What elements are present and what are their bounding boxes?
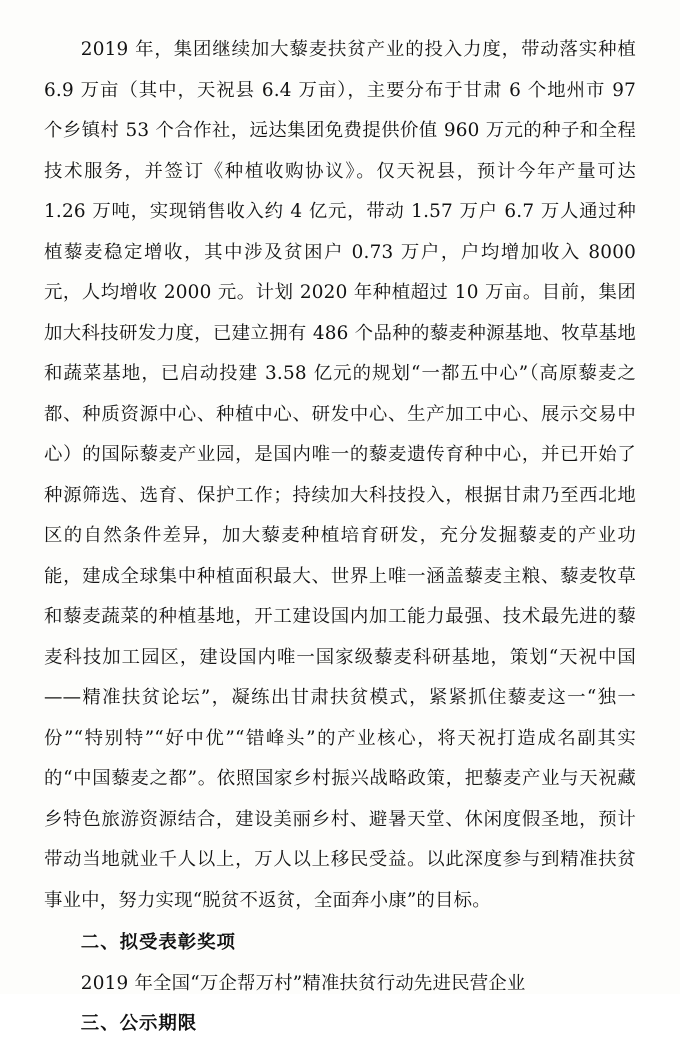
section-heading-three: 三、公示期限 xyxy=(80,1013,198,1034)
section-heading-two: 二、拟受表彰奖项 xyxy=(80,932,236,953)
body-paragraph: 2019 年，集团继续加大藜麦扶贫产业的投入力度，带动落实种植 6.9 万亩（其中，天祝县 6.4 万亩），主要分布于甘肃 6 个地州市 97 个乡镇村 53 个合作社，远达集团免费提供价值 960 万元的种子和全程技术服务，并签订《种植收购协议》。仅天祝县，预计今年产量可达 1.26 万吨，实现销售收入约 4 亿元，带动 1.57 万户 6.7 万人通过种植藜麦稳定增收，其中涉及贫困户 0.73 万户，户均增加收入 8000 元，人均增收 2000 元。计划 2020 年种植超过 10 万亩。目前，集团加大科技研发力度，已建立拥有 486 个品种的藜麦种源基地、牧草基地和蔬菜基地，已启动投建 3.58 亿元的规划“一都五中心”（高原藜麦之都、种质资源中心、种植中心、研发中心、生产加工中心、展示交易中心）的国际藜麦产业园，是国内唯一的藜麦遗传育种中心，并已开始了种源筛选、选育、保护工作；持续加大科技投入，根据甘肃乃至西北地区的自然条件差异，加大藜麦种植培育研发，充分发掘藜麦的产业功能，建成全球集中种植面积最大、世界上唯一涵盖藜麦主粮、藜麦牧草和藜麦蔬菜的种植基地，开工建设国内加工能力最强、技术最先进的藜麦科技加工园区，建设国内唯一国家级藜麦科研基地，策划“天祝中国——精准扶贫论坛”，凝练出甘肃扶贫模式，紧紧抓住藜麦这一“独一份”“特别特”“好中优”“错峰头”的产业核心，将天祝打造成名副其实的“中国藜麦之都”。依照国家乡村振兴战略政策，把藜麦产业与天祝藏乡特色旅游资源结合，建设美丽乡村、避暑天堂、休闲度假圣地，预计带动当地就业千人以上，万人以上移民受益。以此深度参与到精准扶贫事业中，努力实现“脱贫不返贫，全面奔小康”的目标。 xyxy=(44,39,636,911)
document-body xyxy=(44,30,636,1045)
award-item-line: 2019 年全国“万企帮万村”精准扶贫行动先进民营企业 xyxy=(80,972,526,994)
